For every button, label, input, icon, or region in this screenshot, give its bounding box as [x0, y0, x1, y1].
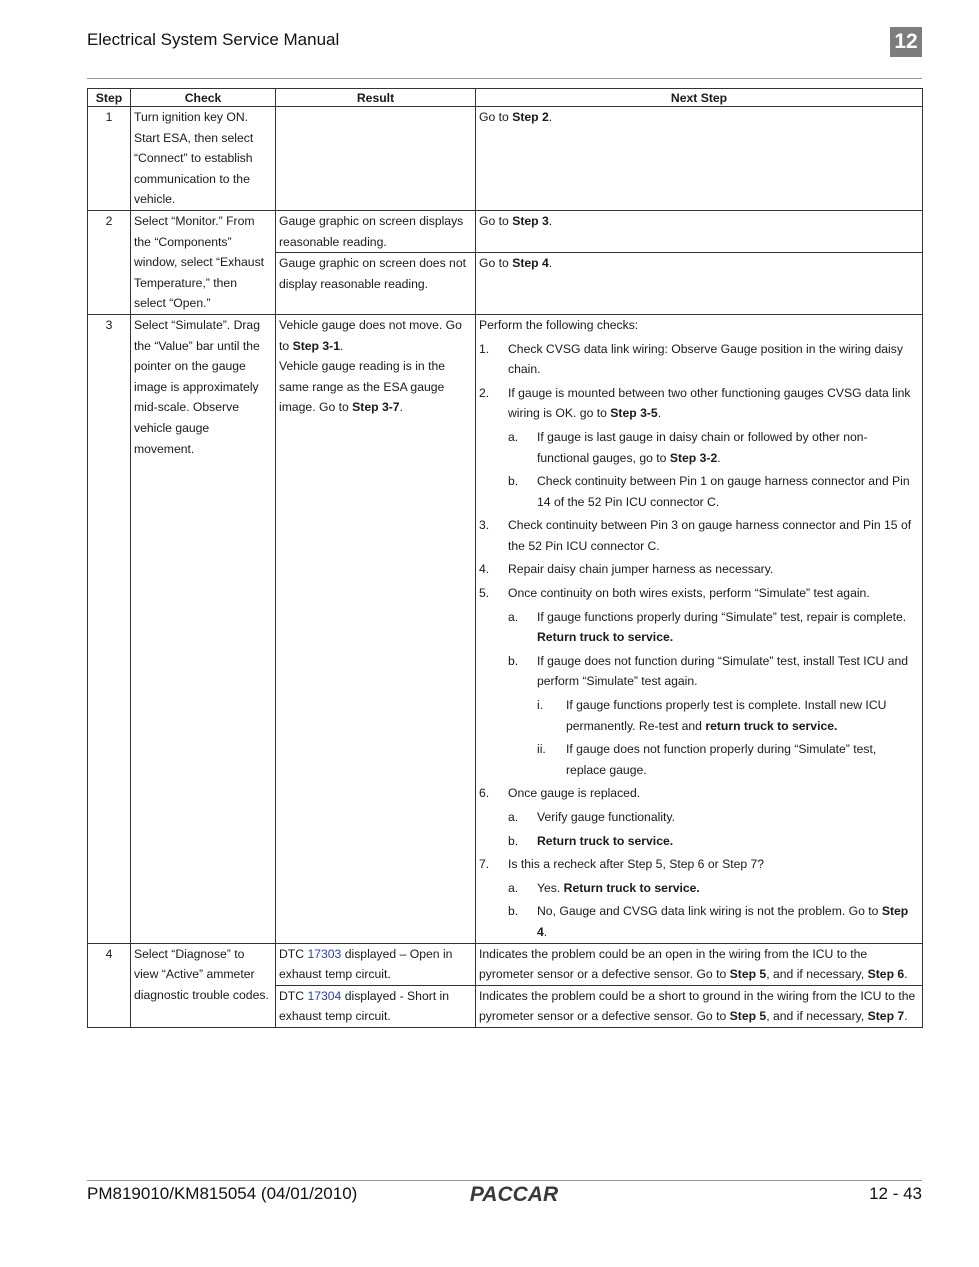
- result-text: [276, 107, 476, 211]
- list-item: a. If gauge functions properly during “Simulate” test, repair is complete. Return truck to service.: [508, 609, 907, 645]
- list-item: ii. If gauge does not function properly during “Simulate” test, replace gauge.: [537, 742, 877, 777]
- list-item: b. If gauge does not function during “Simulate” test, install Test ICU and perform “Simulate” test again.: [508, 653, 909, 689]
- result-text: Gauge graphic on screen does not display reasonable reading.: [276, 253, 476, 314]
- result-text: DTC 17304 displayed - Short in exhaust temp circuit.: [276, 985, 476, 1027]
- check-text: Select “Diagnose” to view “Active” ammeter diagnostic trouble codes.: [131, 943, 276, 1027]
- table-row: [88, 314, 923, 943]
- next-step-text: Go to Step 4.: [476, 253, 923, 314]
- step-number: 2: [88, 210, 131, 314]
- dtc-link[interactable]: 17303: [307, 946, 342, 961]
- next-step-text: Go to Step 2.: [476, 107, 923, 211]
- result-line: Vehicle gauge reading is in the same range as the ESA gauge image. Go to Step 3-7.: [279, 359, 446, 415]
- list-item: 3. Check continuity between Pin 3 on gauge harness connector and Pin 15 of the 52 Pin ICU connector C.: [479, 518, 912, 553]
- list-item: a. Yes. Return truck to service.: [508, 880, 700, 895]
- check-text: Select “Monitor.” From the “Components” window, select “Exhaust Temperature,” then select “Open.”: [131, 210, 276, 314]
- result-text: DTC 17303 displayed – Open in exhaust temp circuit.: [276, 943, 476, 985]
- paccar-logo: [462, 1183, 566, 1205]
- page-number: 12 - 43: [869, 1184, 922, 1203]
- document-id: PM819010/KM815054 (04/01/2010): [87, 1184, 358, 1203]
- list-item: b. Check continuity between Pin 1 on gauge harness connector and Pin 14 of the 52 Pin ICU connector C.: [508, 474, 910, 509]
- chapter-badge: 12: [890, 27, 922, 57]
- list-item: b. No, Gauge and CVSG data link wiring is not the problem. Go to Step 4.: [508, 904, 909, 939]
- checklist-intro: Perform the following checks:: [479, 317, 639, 332]
- column-header-check: Check: [131, 89, 276, 107]
- list-item: a. Verify gauge functionality.: [508, 810, 675, 824]
- column-header-step: Step: [88, 89, 131, 107]
- step-number: 1: [88, 107, 131, 211]
- list-item: 4. Repair daisy chain jumper harness as necessary.: [479, 562, 774, 577]
- dtc-link[interactable]: 17304: [307, 988, 342, 1003]
- table-row: [88, 210, 923, 253]
- next-step-checklist: [476, 314, 923, 943]
- list-item: 7. Is this a recheck after Step 5, Step 6 or Step 7?: [479, 857, 765, 872]
- column-header-next-step: Next Step: [476, 89, 923, 107]
- list-item: 5. Once continuity on both wires exists, perform “Simulate” test again.: [479, 586, 870, 601]
- diagnostic-table: [87, 88, 923, 1028]
- next-step-text: Indicates the problem could be an open in the wiring from the ICU to the pyrometer sensor or a defective sensor. Go to Step 5, and if necessary, Step 6.: [476, 943, 923, 985]
- result-line: Vehicle gauge does not move. Go to Step 3-1.: [279, 317, 462, 353]
- footer-divider: [87, 1180, 922, 1181]
- result-text: Gauge graphic on screen displays reasonable reading.: [276, 210, 476, 253]
- step-number: 4: [88, 943, 131, 1027]
- table-row: [88, 107, 923, 211]
- page-header-title: Electrical System Service Manual: [87, 30, 340, 49]
- list-item: i. If gauge functions properly test is complete. Install new ICU permanently. Re-test and return truck to service.: [537, 698, 887, 733]
- column-header-result: Result: [276, 89, 476, 107]
- table-header-row: [88, 89, 923, 107]
- table-row: [88, 943, 923, 985]
- list-item: b. Return truck to service.: [508, 833, 674, 848]
- result-text: [276, 314, 476, 943]
- check-text: Select “Simulate”. Drag the “Value” bar until the pointer on the gauge image is approximately mid-scale. Observe vehicle gauge movement.: [131, 314, 276, 943]
- header-divider: [87, 78, 922, 79]
- step-number: 3: [88, 314, 131, 943]
- list-item: 1. Check CVSG data link wiring: Observe Gauge position in the wiring daisy chain.: [479, 341, 903, 377]
- list-item: 6. Once gauge is replaced.: [479, 786, 641, 801]
- next-step-text: Go to Step 3.: [476, 210, 923, 253]
- list-item: 2. If gauge is mounted between two other functioning gauges CVSG data link wiring is OK. go to Step 3-5.: [479, 385, 911, 421]
- list-item: a. If gauge is last gauge in daisy chain or followed by other non-functional gauges, go to Step 3-2.: [508, 429, 868, 465]
- logo-wordmark: PACCAR: [469, 1183, 559, 1205]
- check-text: Turn ignition key ON. Start ESA, then select “Connect” to establish communication to the vehicle.: [131, 107, 276, 211]
- next-step-text: Indicates the problem could be a short to ground in the wiring from the ICU to the pyrometer sensor or a defective sensor. Go to Step 5, and if necessary, Step 7.: [476, 985, 923, 1027]
